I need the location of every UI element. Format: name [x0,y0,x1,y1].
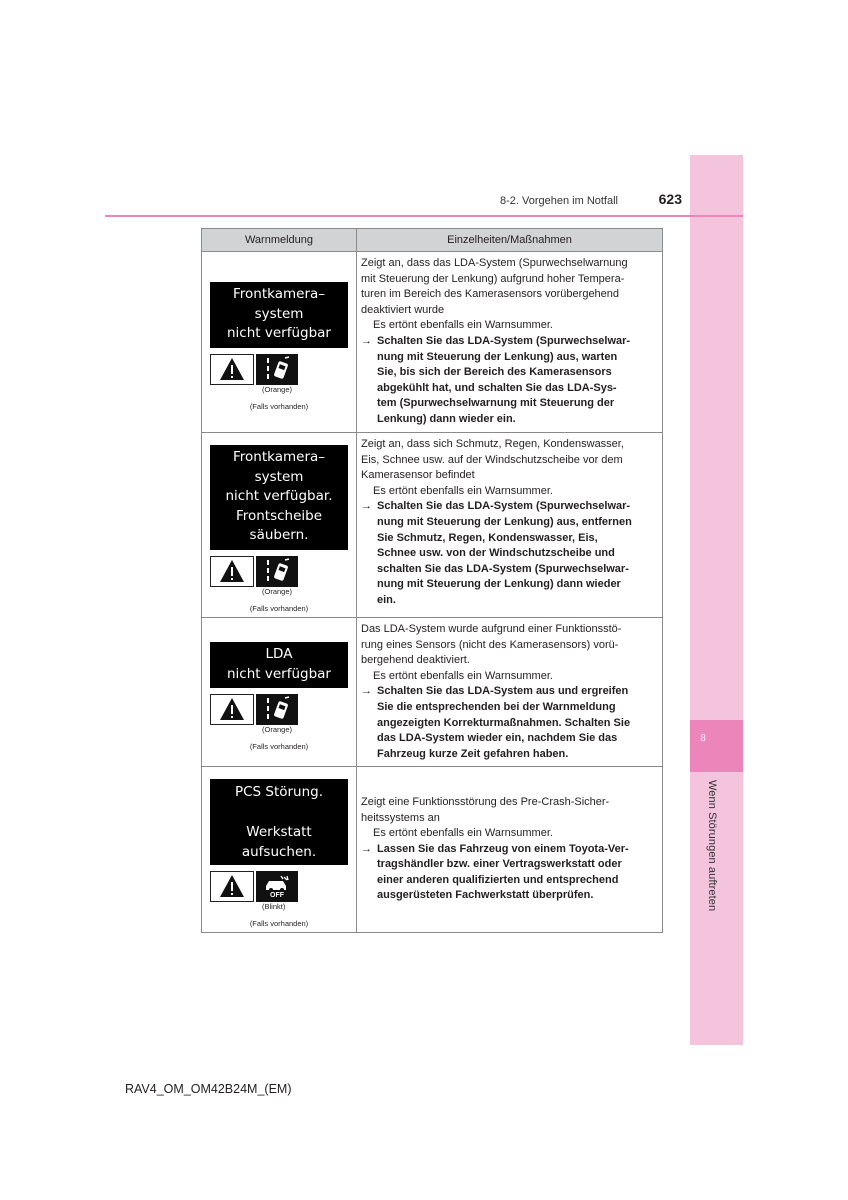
availability-note: (Falls vorhanden) [249,603,309,613]
display-line: aufsuchen. [241,844,317,860]
arrow-icon: → [361,842,372,855]
display-line: PCS Störung. [234,784,324,800]
icon-caption: (Orange) [262,586,293,596]
details-cell [357,252,663,433]
arrow-icon: → [361,500,372,513]
action-line: Sie Schmutz, Regen, Kondenswasser, Eis, [377,531,598,544]
action-line: nung mit Steuerung der Lenkung) aus, warten [377,350,618,363]
display-line [210,802,348,822]
table-row [202,767,663,933]
description-line: rung eines Sensors (nicht des Kamerasensors) vorü- [361,638,619,651]
warning-cell [202,767,357,933]
lane-departure-icon [256,694,298,725]
description-line: bergehend deaktiviert. [361,654,470,667]
chapter-label: Wenn Störungen auftreten [706,780,718,912]
availability-note: (Falls vorhanden) [249,742,309,751]
display-message [210,779,348,865]
action-line: Lenkung) dann wieder ein. [377,412,516,425]
action-line: Fahrzeug kurze Zeit gefahren haben. [377,747,569,760]
action-line: tem (Spurwechselwarnung mit Steuerung der [377,397,615,410]
icon-caption: (Orange) [262,384,293,394]
description-line: mit Steuerung der Lenkung) aufgrund hoher Tempera- [361,272,625,285]
warning-triangle-icon [210,556,254,587]
column-header-warning: Warnmeldung [202,229,357,252]
buzzer-note: Es ertönt ebenfalls ein Warnsummer. [373,319,553,332]
action-line: Sie die entsprechenden bei der Warnmeldung [377,700,616,713]
action-line: nung mit Steuerung der Lenkung) aus, entfernen [377,515,632,528]
lane-departure-icon [256,354,298,385]
action-line: Schnee usw. von der Windschutzscheibe und [377,547,615,560]
description-line: Eis, Schnee usw. auf der Windschutzscheibe vor dem [361,453,623,466]
chapter-number: 8 [700,733,706,744]
availability-note: (Falls vorhanden) [249,401,309,411]
buzzer-note: Es ertönt ebenfalls ein Warnsummer. [373,827,553,840]
action-line: Lassen Sie das Fahrzeug von einem Toyota-Ver- [377,842,629,855]
action-line: schalten Sie das LDA-System (Spurwechselwar- [377,562,629,575]
table-row [202,252,663,433]
action-line: Schalten Sie das LDA-System (Spurwechselwar- [377,500,631,513]
action-line: ausgerüsteten Fachwerkstatt überprüfen. [377,889,594,902]
action-block [361,842,657,904]
description-line: deaktiviert wurde [361,303,445,316]
action-block [361,499,657,608]
action-line: angezeigten Korrekturmaßnahmen. Schalten Sie [377,716,631,729]
icon-caption: (Blinkt) [262,902,286,911]
warning-cell [202,618,357,767]
chapter-side-tab [690,155,743,1045]
display-line: nicht verfügbar [227,665,331,682]
icon-caption: (Orange) [262,725,293,734]
column-header-details: Einzelheiten/Maßnahmen [357,229,663,252]
details-cell [357,618,663,767]
display-line: Frontkamera– [232,449,326,465]
action-block [361,684,657,762]
description-line: Kamerasensor befindet [361,469,475,482]
indicator-icons [210,871,348,902]
pre-crash-off-icon [256,871,298,902]
indicator-icons [210,354,348,385]
display-message [210,445,348,550]
warning-triangle-icon [210,871,254,902]
warning-table [201,228,663,933]
display-message [210,642,348,688]
buzzer-note: Es ertönt ebenfalls ein Warnsummer. [373,669,553,682]
page-number: 623 [658,191,682,207]
lane-departure-icon [256,556,298,587]
header-rule [105,215,743,217]
section-title: 8-2. Vorgehen im Notfall [499,195,618,207]
display-line: nicht verfügbar [227,325,331,341]
arrow-icon: → [361,685,372,698]
indicator-icons [210,556,348,587]
description-line: Zeigt an, dass sich Schmutz, Regen, Kondenswasser, [361,438,624,450]
description-line: turen im Bereich des Kamerasensors vorübergehend [361,288,620,301]
chapter-number-box [690,720,743,772]
display-line: nicht verfügbar. [225,488,333,504]
availability-note: (Falls vorhanden) [249,919,309,928]
display-line: Werkstatt [246,824,312,840]
action-line: nung mit Steuerung der Lenkung) dann wieder [377,578,621,591]
action-block [361,334,657,428]
warning-cell [202,433,357,618]
buzzer-note: Es ertönt ebenfalls ein Warnsummer. [373,484,553,497]
action-line: einer anderen qualifizierten und entsprechend [377,873,619,886]
arrow-icon: → [361,334,372,347]
action-line: abgekühlt hat, und schalten Sie das LDA-Sys- [377,381,617,394]
action-line: Sie, bis sich der Bereich des Kamerasensors [377,366,612,379]
warning-cell [202,252,357,433]
display-line: Frontscheibe [235,507,323,524]
description-line: Zeigt eine Funktionsstörung des Pre-Crash-Sicher- [361,795,610,808]
table-header-row [202,229,663,252]
table-row [202,433,663,618]
action-line: das LDA-System wieder ein, nachdem Sie das [377,732,618,745]
display-line: säubern. [249,527,309,543]
document-footer: RAV4_OM_OM42B24M_(EM) [125,1082,292,1096]
display-line: system [254,468,304,485]
indicator-icons [210,694,348,725]
warning-triangle-icon [210,694,254,725]
action-line: Schalten Sie das LDA-System aus und ergreifen [377,685,629,698]
action-line: Schalten Sie das LDA-System (Spurwechselwar- [377,334,631,347]
description-line: Zeigt an, dass das LDA-System (Spurwechselwarnung [361,257,628,269]
off-label: OFF [270,892,284,899]
table-row [202,618,663,767]
action-line: tragshändler bzw. einer Vertragswerkstatt oder [377,858,622,871]
display-message [210,282,348,348]
display-line: LDA [265,646,293,662]
description-line: Das LDA-System wurde aufgrund einer Funktionsstö- [361,623,622,635]
details-cell [357,433,663,618]
display-line: system [254,305,304,322]
action-line: ein. [377,593,396,606]
details-cell [357,767,663,933]
description-line: heitssystems an [361,811,440,824]
warning-triangle-icon [210,354,254,385]
display-line: Frontkamera– [232,286,326,302]
